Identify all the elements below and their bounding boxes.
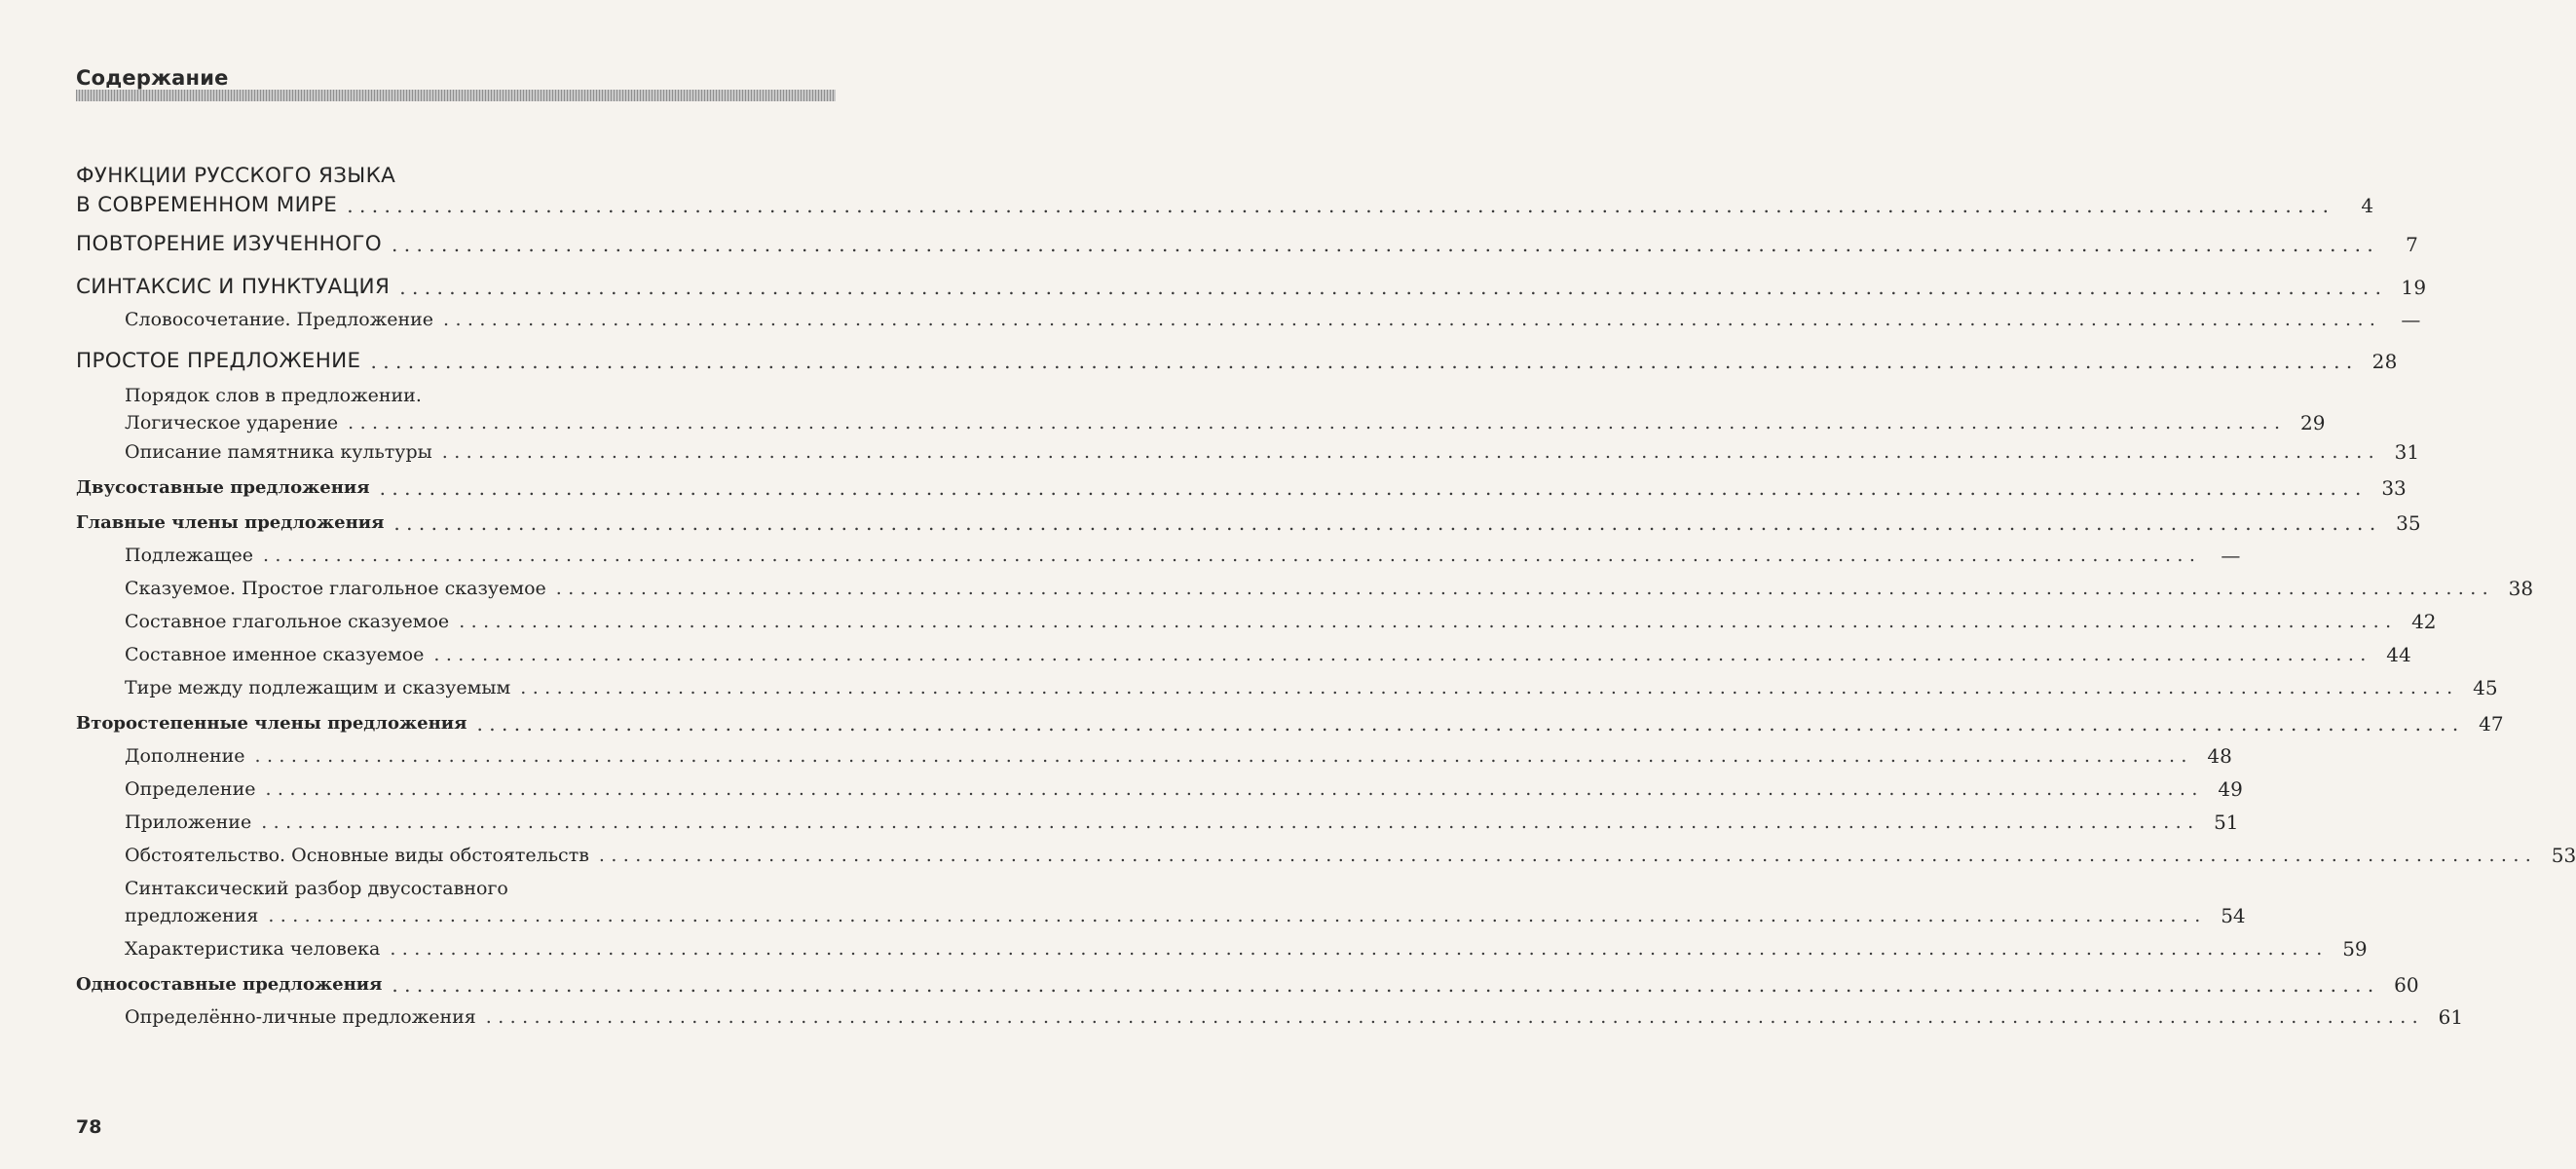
toc-entry-row	[76, 510, 2421, 536]
dot-leader: ................................................................................................................................................................	[370, 350, 2359, 373]
toc-entry-row	[125, 542, 2241, 569]
toc-entry-page: 45	[2473, 676, 2498, 699]
page-number: 78	[76, 1116, 102, 1138]
toc-entry-title: Подлежащее	[125, 545, 253, 566]
toc-entry[interactable]	[76, 306, 2421, 333]
toc-entry-row	[125, 438, 2420, 466]
toc-entry-page: 33	[2381, 476, 2407, 500]
toc-entry-title: ПРОСТОЕ ПРЕДЛОЖЕНИЕ	[76, 349, 361, 373]
toc-entry[interactable]	[76, 347, 2398, 376]
toc-entry-row	[125, 902, 2246, 929]
toc-entry-title: Составное именное сказуемое	[125, 644, 425, 665]
toc-entry-row	[125, 809, 2239, 836]
toc-entry[interactable]	[76, 875, 2246, 929]
toc-entry-row	[125, 409, 2326, 436]
toc-entry[interactable]	[76, 575, 2534, 602]
toc-entry-row	[125, 641, 2411, 668]
toc-entry-row	[125, 575, 2534, 602]
toc-entry[interactable]	[76, 162, 2374, 220]
header-rule	[76, 90, 836, 101]
toc-entry[interactable]	[76, 382, 2326, 436]
dot-leader: ................................................................................................................................................................	[348, 412, 2287, 434]
dot-leader: ................................................................................................................................................................	[262, 545, 2202, 566]
toc-entry-page: 48	[2207, 744, 2232, 768]
toc-entry-row	[125, 1003, 2464, 1031]
toc-entry-page: 61	[2438, 1005, 2464, 1029]
dot-leader: ................................................................................................................................................................	[254, 745, 2193, 767]
toc-entry-row	[76, 191, 2374, 220]
toc-entry-page: 49	[2218, 777, 2243, 801]
toc-entry[interactable]	[76, 935, 2368, 962]
toc-entry-title: СИНТАКСИС И ПУНКТУАЦИЯ	[76, 275, 391, 299]
toc-entry-page: 53	[2551, 844, 2576, 867]
toc-entry-title: Тире между подлежащим и сказуемым	[125, 677, 511, 698]
toc-entry-title: Определённо-личные предложения	[125, 1006, 476, 1028]
toc-entry[interactable]	[76, 475, 2407, 501]
dot-leader: ................................................................................................................................................................	[433, 644, 2372, 665]
toc-entry-row	[125, 842, 2576, 869]
toc-entry-title: Двусоставные предложения	[76, 477, 370, 498]
toc-entry[interactable]	[76, 842, 2576, 869]
toc-entry-title: предложения	[125, 905, 259, 926]
dot-leader: ................................................................................................................................................................	[485, 1006, 2425, 1028]
toc-entry-title: Словосочетание. Предложение	[125, 309, 434, 330]
toc-entry-page: 31	[2394, 440, 2420, 464]
toc-entry-page: —	[2401, 308, 2421, 331]
toc-entry-title: Обстоятельство. Основные виды обстоятельств	[125, 845, 589, 866]
dot-leader: ................................................................................................................................................................	[598, 845, 2538, 866]
dot-leader: ................................................................................................................................................................	[393, 511, 2382, 535]
toc-entry-page: 59	[2342, 937, 2368, 961]
toc-entry[interactable]	[76, 438, 2420, 466]
toc-entry-row	[76, 230, 2419, 259]
dot-leader: ................................................................................................................................................................	[555, 578, 2495, 599]
toc-entry-title: Характеристика человека	[125, 938, 381, 960]
toc-entry-row	[76, 711, 2504, 736]
toc-entry[interactable]	[76, 711, 2504, 736]
dot-leader: ................................................................................................................................................................	[347, 194, 2335, 217]
toc-entry-title: Описание памятника культуры	[125, 441, 432, 463]
toc-entry-page: —	[2221, 544, 2241, 567]
toc-entry-title: В СОВРЕМЕННОМ МИРЕ	[76, 193, 338, 217]
toc-entry-title: Сказуемое. Простое глагольное сказуемое	[125, 578, 546, 599]
toc-entry-row	[125, 742, 2232, 770]
toc-entry-page: 42	[2411, 610, 2437, 633]
toc-entry-title: Определение	[125, 778, 256, 800]
toc-entry-page: 29	[2300, 411, 2326, 434]
toc-entry-title: Главные члены предложения	[76, 512, 385, 533]
dot-leader: ................................................................................................................................................................	[520, 677, 2459, 698]
dot-leader: ................................................................................................................................................................	[379, 476, 2368, 500]
dot-leader: ................................................................................................................................................................	[261, 811, 2200, 833]
toc-entry[interactable]	[76, 809, 2239, 836]
toc-entry-page: 38	[2508, 577, 2534, 600]
dot-leader: ................................................................................................................................................................	[459, 611, 2398, 632]
toc-entry-page: 35	[2396, 511, 2421, 535]
toc-entry-row	[125, 608, 2437, 635]
toc-entry-title: Односоставные предложения	[76, 974, 383, 995]
toc-entry-title-line: ФУНКЦИИ РУССКОГО ЯЗЫКА	[76, 164, 396, 188]
toc-entry-page: 60	[2394, 973, 2419, 997]
toc-entry-title: Приложение	[125, 811, 252, 833]
toc-entry-page: 44	[2386, 643, 2411, 666]
dot-leader: ................................................................................................................................................................	[476, 712, 2465, 735]
toc-entry-row	[125, 935, 2368, 962]
toc-entry[interactable]	[76, 775, 2243, 803]
toc-entry[interactable]	[76, 608, 2437, 635]
dot-leader: ................................................................................................................................................................	[265, 778, 2204, 800]
dot-leader: ................................................................................................................................................................	[392, 233, 2380, 256]
toc-entry-page: 7	[2406, 233, 2419, 256]
toc-entry-page: 54	[2221, 904, 2246, 927]
page-header	[76, 64, 836, 103]
page-title: Содержание	[76, 66, 229, 90]
toc-entry-row	[125, 674, 2498, 701]
toc-entry[interactable]	[76, 1003, 2464, 1031]
toc-entry-page: 28	[2371, 350, 2398, 373]
toc-entry-row	[125, 775, 2243, 803]
toc-entry-title-line: Порядок слов в предложении.	[125, 385, 422, 406]
toc-entry[interactable]	[76, 510, 2421, 536]
table-of-contents	[76, 156, 2576, 1031]
toc-entry-row	[76, 273, 2427, 302]
toc-entry-title: Логическое ударение	[125, 412, 339, 434]
dot-leader: ................................................................................................................................................................	[268, 905, 2207, 926]
toc-entry[interactable]	[76, 641, 2411, 668]
dot-leader: ................................................................................................................................................................	[392, 973, 2380, 997]
toc-entry[interactable]	[76, 273, 2427, 302]
toc-entry[interactable]	[76, 674, 2498, 701]
toc-entry-page: 47	[2479, 712, 2504, 735]
dot-leader: ................................................................................................................................................................	[399, 276, 2388, 299]
toc-entry-title-line: Синтаксический разбор двусоставного	[125, 878, 508, 899]
toc-entry-page: 51	[2214, 811, 2239, 834]
toc-entry-row	[76, 347, 2398, 376]
toc-entry-title: Составное глагольное сказуемое	[125, 611, 450, 632]
toc-entry[interactable]	[76, 742, 2232, 770]
toc-entry[interactable]	[76, 230, 2419, 259]
toc-entry-row	[76, 475, 2407, 501]
toc-entry-title: Дополнение	[125, 745, 245, 767]
toc-entry-page: 4	[2361, 194, 2374, 217]
dot-leader: ................................................................................................................................................................	[443, 309, 2382, 330]
dot-leader: ................................................................................................................................................................	[390, 938, 2329, 960]
toc-entry-page: 19	[2401, 276, 2427, 299]
toc-entry-title: ПОВТОРЕНИЕ ИЗУЧЕННОГО	[76, 232, 382, 256]
toc-entry-title: Второстепенные члены предложения	[76, 713, 467, 734]
dot-leader: ................................................................................................................................................................	[441, 441, 2381, 463]
toc-entry-row	[76, 972, 2419, 998]
toc-entry-row	[125, 306, 2421, 333]
toc-entry[interactable]	[76, 972, 2419, 998]
toc-entry[interactable]	[76, 542, 2241, 569]
